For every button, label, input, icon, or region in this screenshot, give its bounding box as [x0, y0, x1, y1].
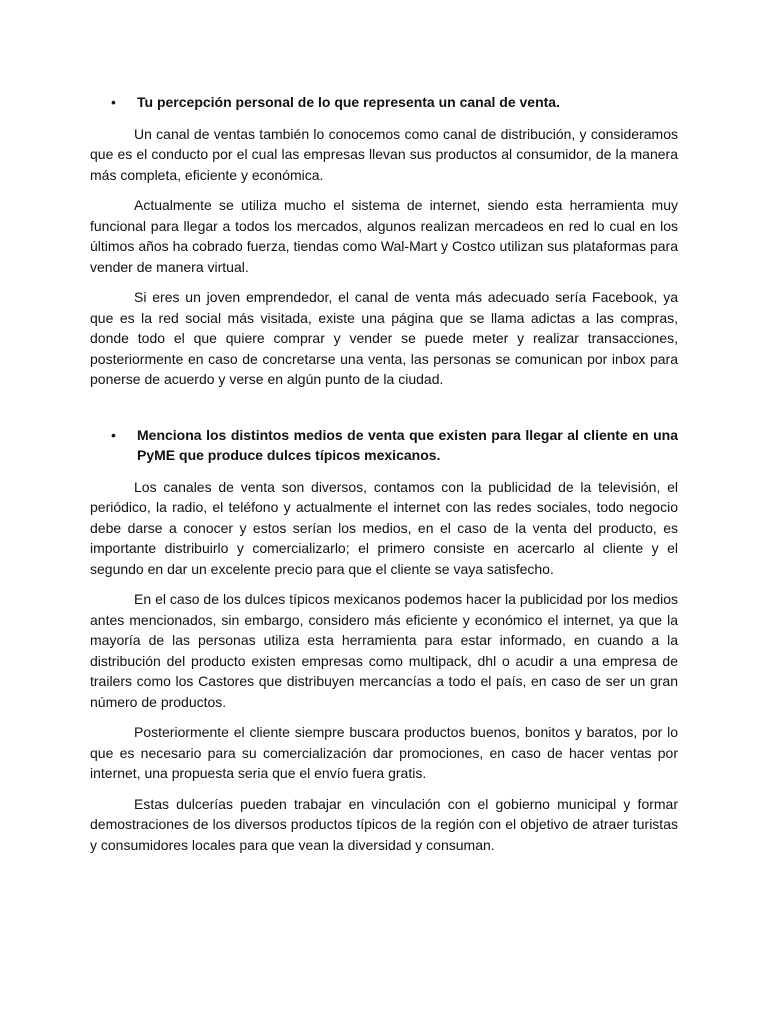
- paragraph: Estas dulcerías pueden trabajar en vinculación con el gobierno municipal y formar demostraciones de los diversos productos típicos de la región con el objetivo de atraer turistas y consumidores locales para que vean la diversidad y consuman.: [90, 795, 678, 853]
- paragraph: Un canal de ventas también lo conocemos como canal de distribución, y consideramos que es el conducto por el cual las empresas llevan sus productos al consumidor, de la manera más completa, eficiente y económica.: [90, 125, 678, 183]
- section-heading-2: [90, 425, 678, 466]
- section-heading-1-text: Tu percepción personal de lo que representa un canal de venta.: [137, 94, 560, 110]
- document-page: [90, 92, 678, 855]
- section-heading-2-text: Menciona los distintos medios de venta que existen para llegar al cliente en una PyME que produce dulces típicos mexicanos.: [137, 426, 678, 463]
- paragraph: Posteriormente el cliente siempre buscara productos buenos, bonitos y baratos, por lo que es necesario para su comercialización dar promociones, en caso de hacer ventas por internet, una propuesta seria que el envío fuera gratis.: [90, 724, 678, 781]
- paragraph: Actualmente se utiliza mucho el sistema de internet, siendo esta herramienta muy funcional para llegar a todos los mercados, algunos realizan mercadeos en red lo cual en los últimos años ha cobrado fuerza, tiendas como Wal-Mart y Costco utilizan sus plataformas para vender de manera virtual.: [90, 197, 678, 275]
- paragraph: En el caso de los dulces típicos mexicanos podemos hacer la publicidad por los medios antes mencionados, sin embargo, considero más eficiente y económico el internet, ya que la mayoría de las personas utiliza esta herramienta para estar informado, en cuando a la distribución del producto existen empresas como multipack, dhl o acudir a una empresa de trailers como los Castores que distribuyen mercancías a todo el país, en caso de ser un gran número de productos.: [90, 591, 678, 710]
- bullet-icon: •: [111, 94, 116, 110]
- paragraph: Los canales de venta son diversos, contamos con la publicidad de la televisión, el periódico, la radio, el teléfono y actualmente el internet con las redes sociales, todo negocio debe darse a conocer y estos serían los medios, en el caso de la venta del producto, es importante distribuirlo y comercializarlo; el primero consiste en acercarlo al cliente y el segundo en dar un excelente precio para que el cliente se vaya satisfecho.: [90, 478, 678, 577]
- bullet-icon: •: [111, 426, 116, 443]
- paragraph: Si eres un joven emprendedor, el canal de venta más adecuado sería Facebook, ya que es la red social más visitada, existe una página que se llama adictas a las compras, donde todo el que quiere comprar y vender se puede meter y realizar transacciones, posteriormente en caso de concretarse una venta, las personas se comunican por inbox para ponerse de acuerdo y verse en algún punto de la ciudad.: [90, 289, 678, 387]
- section-heading-1: [90, 92, 678, 113]
